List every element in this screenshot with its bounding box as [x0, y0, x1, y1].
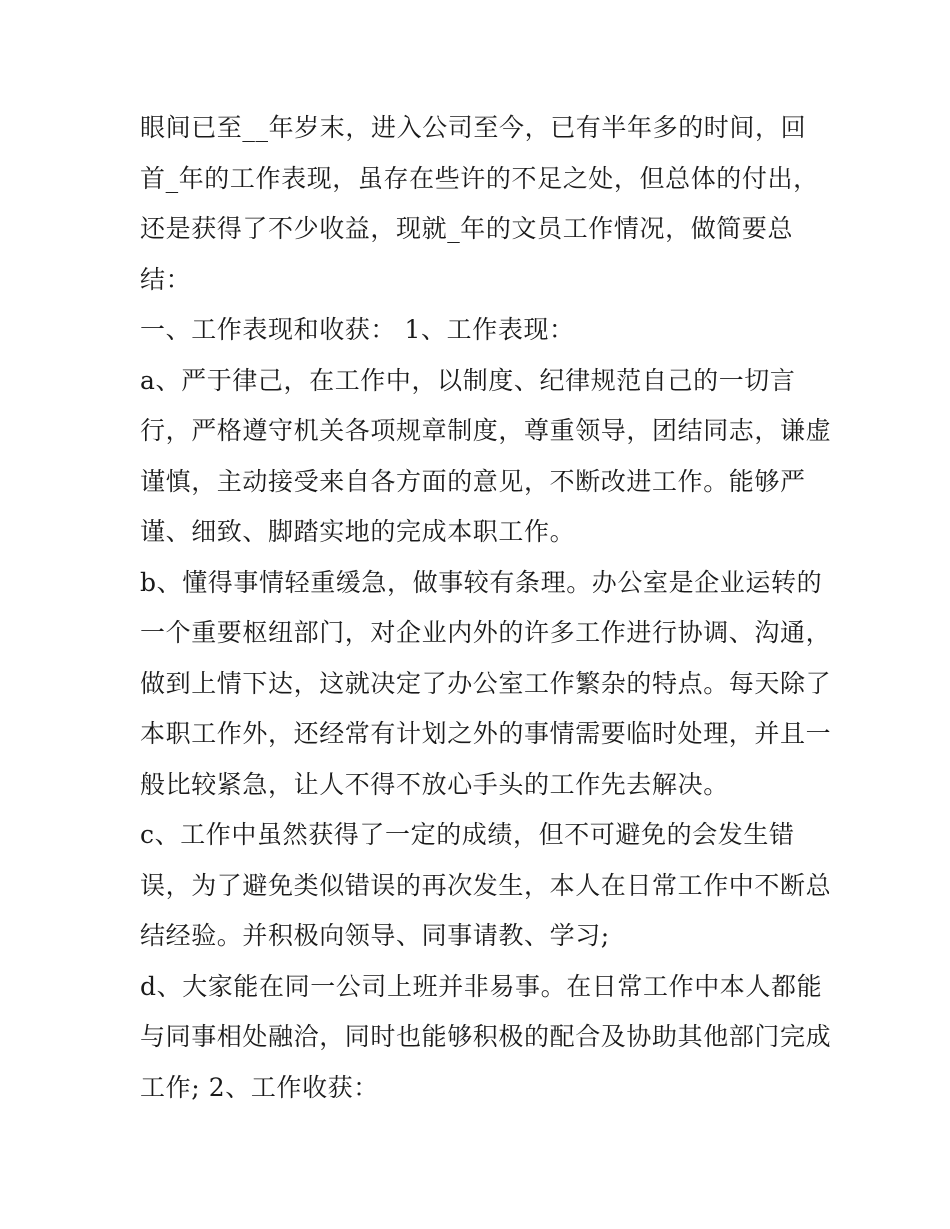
text-line-1: 眼间已至__年岁末，进入公司至今，已有半年多的时间，回 — [140, 113, 807, 142]
text-line-10: b、懂得事情轻重缓急，做事较有条理。办公室是企业运转的 — [140, 567, 823, 597]
text-line-9: 谨、细致、脚踏实地的完成本职工作。 — [140, 517, 576, 546]
text-line-12: 做到上情下达，这就决定了办公室工作繁杂的特点。每天除了 — [140, 668, 832, 698]
text-line-4: 结： — [140, 264, 192, 294]
text-line-15: c、工作中虽然获得了一定的成绩，但不可避免的会发生错 — [140, 820, 795, 849]
text-line-7: 行，严格遵守机关各项规章制度，尊重领导，团结同志，谦虚 — [140, 416, 832, 445]
text-line-8: 谨慎，主动接受来自各方面的意见，不断改进工作。能够严 — [140, 466, 806, 496]
text-line-16: 误，为了避免类似错误的再次发生，本人在日常工作中不断总 — [140, 870, 832, 900]
document-body — [140, 103, 832, 1113]
text-line-18: d、大家能在同一公司上班并非易事。在日常工作中本人都能 — [140, 971, 823, 1001]
text-line-19: 与同事相处融洽，同时也能够积极的配合及协助其他部门完成 — [140, 1022, 832, 1051]
text-line-3: 还是获得了不少收益，现就_年的文员工作情况，做简要总 — [140, 214, 794, 243]
text-line-11: 一个重要枢纽部门，对企业内外的许多工作进行协调、沟通， — [140, 618, 832, 647]
text-line-14: 般比较紧急，让人不得不放心手头的工作先去解决。 — [140, 769, 729, 799]
section-heading: 一、工作表现和收获： 1、工作表现： — [140, 315, 575, 344]
text-line-20: 工作; 2、工作收获： — [140, 1072, 379, 1102]
text-line-17: 结经验。并积极向领导、同事请教、学习; — [140, 921, 610, 950]
text-line-6: a、严于律己，在工作中，以制度、纪律规范自己的一切言 — [140, 365, 796, 395]
text-line-13: 本职工作外，还经常有计划之外的事情需要临时处理，并且一 — [140, 719, 832, 748]
text-line-2: 首_年的工作表现，虽存在些许的不足之处，但总体的付出， — [140, 163, 819, 193]
